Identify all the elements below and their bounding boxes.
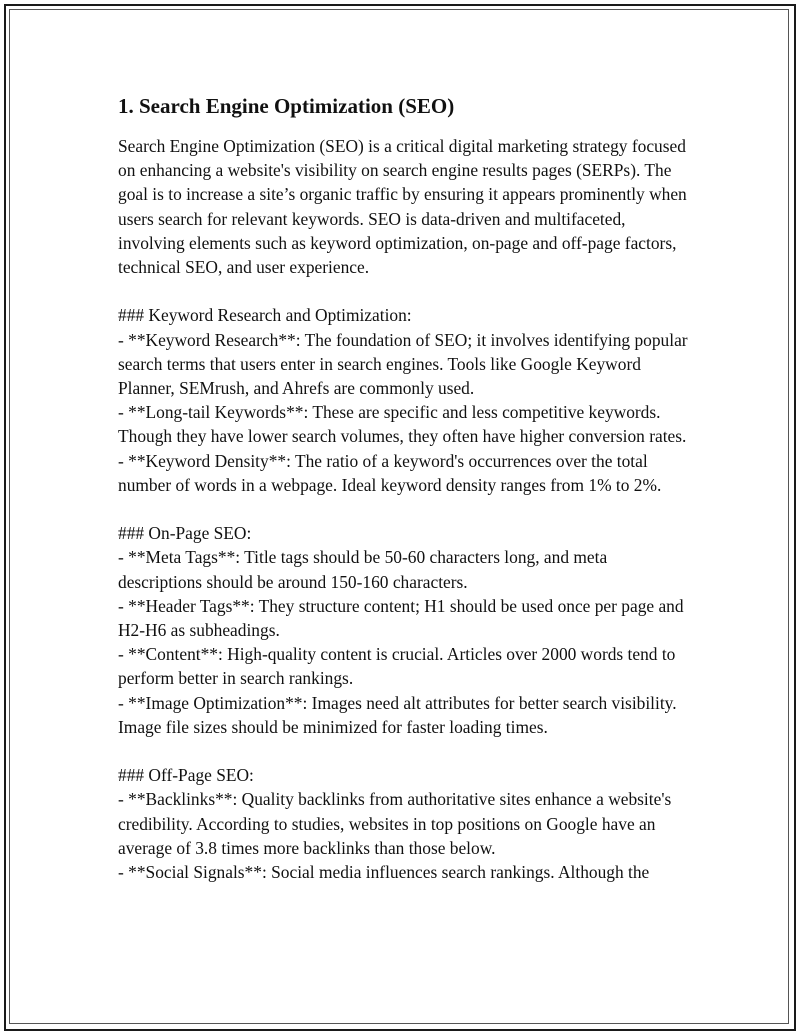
document-title: 1. Search Engine Optimization (SEO) [118,94,455,118]
section-off-page-seo [118,763,688,884]
document-body [118,92,688,884]
list-item: - **Image Optimization**: Images need alt attributes for better search visibility. Image file sizes should be minimized for faster loading times. [118,692,677,737]
section-heading: ### Keyword Research and Optimization: [118,305,412,326]
list-item: - **Header Tags**: They structure content; H1 should be used once per page and H2-H6 as subheadings. [118,595,684,641]
intro-paragraph: Search Engine Optimization (SEO) is a critical digital marketing strategy focused on enhancing a website's visibility on search engine results pages (SERPs). The goal is to increase a site’s organic traffic by ensuring it appears prominently when users search for relevant keywords. SEO is data-driven and multifaceted, involving elements such as keyword optimization, on-page and off-page factors, technical SEO, and user experience. [118,136,687,278]
section-on-page-seo [118,521,688,739]
list-item: - **Social Signals**: Social media influences search rankings. Although the [118,862,650,883]
list-item: - **Long-tail Keywords**: These are specific and less competitive keywords. Though they have lower search volumes, they often have higher conversion rates. [118,402,687,447]
section-heading: ### Off-Page SEO: [118,765,254,786]
list-item: - **Backlinks**: Quality backlinks from authoritative sites enhance a website's credibility. According to studies, websites in top positions on Google have an average of 3.8 times more backlinks than those below. [118,789,672,858]
list-item: - **Content**: High-quality content is crucial. Articles over 2000 words tend to perform better in search rankings. [118,644,676,689]
paragraph-gap [118,497,688,521]
paragraph-gap [118,739,688,763]
list-item: - **Keyword Density**: The ratio of a keyword's occurrences over the total number of words in a webpage. Ideal keyword density ranges from 1% to 2%. [118,450,662,495]
paragraph-gap [118,279,688,303]
section-heading: ### On-Page SEO: [118,523,252,544]
list-item: - **Meta Tags**: Title tags should be 50-60 characters long, and meta descriptions should be around 150-160 characters. [118,547,608,592]
list-item: - **Keyword Research**: The foundation of SEO; it involves identifying popular search terms that users enter in search engines. Tools like Google Keyword Planner, SEMrush, and Ahrefs are commonly used. [118,329,688,399]
section-keyword-research [118,303,688,497]
